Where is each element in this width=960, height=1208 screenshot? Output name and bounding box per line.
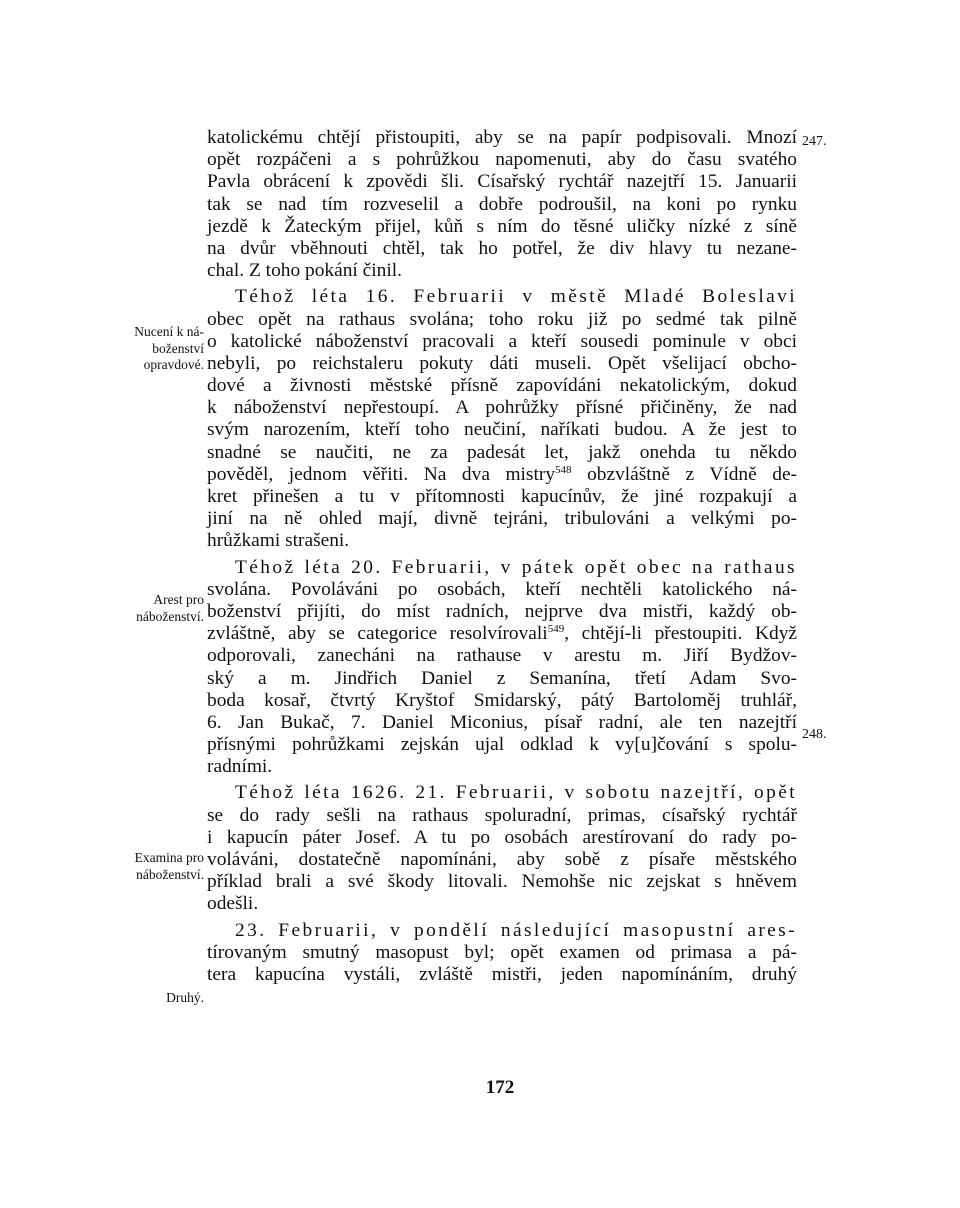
text-line: kret přinešen a tu v přítomnosti kapucínův, že jiné rozpakují a (207, 486, 797, 507)
text-line: k náboženství nepřestoupí. A pohrůžky přísné přičiněny, že nad (207, 397, 797, 419)
page-number: 172 (485, 1077, 515, 1098)
paragraph-lead: Téhož léta 20. Februarii, v pátek opět obec na rathaus (235, 556, 797, 578)
text-line: pověděl, jednom věřiti. Na dva mistry$^{548}$ obzvláštně z Vídně de- (207, 463, 798, 485)
margin-page-ref: 248. (802, 727, 827, 742)
text-line: hrůžkami strašeni. (207, 530, 350, 552)
margin-note-line: Druhý. (166, 990, 204, 1005)
paragraph-lead: Téhož léta 16. Februarii v městě Mladé Boleslavi (235, 286, 797, 308)
margin-note-line: boženství (152, 340, 204, 356)
text-line: se do rady sešli na rathaus spoluradní, primas, císařský rychtář (207, 804, 797, 826)
margin-note-line: náboženství. (136, 866, 204, 882)
margin-note-line: opravdové. (143, 357, 204, 372)
text-line: katolickému chtějí přistoupiti, aby se na papír podpisovali. Mnozí (207, 127, 797, 148)
text-line: boženství přijíti, do míst radních, nejprve dva mistři, každý ob- (207, 600, 797, 622)
text-line: přísnými pohrůžkami zejskán ujal odklad k vy[u]čování s spolu- (207, 734, 797, 756)
paragraph-lead: Téhož léta 1626. 21. Februarii, v sobotu nazejtří, opět (235, 782, 797, 804)
text-line: i kapucín páter Josef. A tu po osobách arestírovaní do rady po- (207, 826, 797, 848)
text-line: dové a živnosti městské přísně zapovídáni nekatolickým, dokud (207, 375, 797, 397)
text-line: příklad brali a své škody litovali. Nemohše nic zejskat s hněvem (207, 871, 797, 893)
text-line: chal. Z toho pokání činil. (207, 260, 402, 282)
main-text (207, 127, 797, 986)
text-line: o katolické náboženství pracovali a kteří sousedi pominule v obci (207, 330, 797, 352)
text-line: boda kosař, čtvrtý Kryštof Smidarský, pátý Bartoloměj truhlář, (207, 689, 797, 711)
text-line: radními. (207, 756, 273, 778)
text-line: tírovaným smutný masopust byl; opět examen od primasa a pá- (207, 941, 797, 963)
text-line: nebyli, po reichstaleru pokuty dáti museli. Opět všelijací obcho- (207, 352, 797, 374)
text-line: svým narozením, kteří toho neučiní, naříkati budou. A že jest to (207, 419, 797, 441)
text-line: svolána. Povoláváni po osobách, kteří nechtěli katolického ná- (207, 578, 797, 600)
text-line: 6. Jan Bukač, 7. Daniel Miconius, písař radní, ale ten nazejtří (207, 711, 797, 733)
text-line: voláváni, dostatečně napomínáni, aby sobě z písaře městského (207, 849, 797, 870)
text-line: ský a m. Jindřich Daniel z Semanína, třetí Adam Svo- (207, 667, 797, 689)
text-line: Pavla obrácení k zpovědi šli. Císařský rychtář nazejtří 15. Januarii (207, 171, 797, 193)
text-line: obec opět na rathaus svolána; toho roku již po sedmé tak pilně (207, 308, 797, 330)
text-line: tera kapucína vystáli, zvláště mistři, jeden napomínáním, druhý (207, 963, 797, 985)
paragraph-lead: 23. Februarii, v pondělí následující masopustní ares- (235, 919, 797, 941)
margin-page-ref: 247. (802, 134, 827, 149)
text-line: jiní na ně ohled mají, divně tejráni, tribulováni a velkými po- (207, 508, 797, 530)
text-line: zvláštně, aby se categorice resolvírovali$^{549}$, chtějí-li přestoupiti. Když (207, 623, 797, 645)
margin-note (94, 592, 204, 625)
margin-note (94, 850, 204, 883)
margin-note (94, 324, 204, 374)
text-line: odporovali, zanecháni na rathause v arestu m. Jiří Bydžov- (207, 645, 797, 667)
text-line: tak se nad tím rozveselil a dobře podroušil, na koni po rynku (207, 193, 797, 215)
text-line: snadné se naučiti, ne za padesát let, jakž onehda tu někdo (207, 441, 797, 463)
text-line: opět rozpáčeni a s pohrůžkou napomenuti, aby do času svatého (207, 149, 797, 171)
text-line: odešli. (207, 893, 259, 915)
text-line: jezdě k Žateckým přijel, kůň s ním do těsné uličky nízké z síně (207, 215, 797, 237)
margin-note-line: Nucení k ná- (134, 324, 204, 339)
margin-note-line: Arest pro (153, 592, 204, 607)
margin-note-line: Examina pro (134, 850, 204, 865)
margin-note (94, 990, 204, 1007)
text-line: na dvůr vběhnouti chtěl, tak ho potřel, že div hlavy tu nezane- (207, 237, 797, 259)
margin-note-line: náboženství. (136, 608, 204, 624)
